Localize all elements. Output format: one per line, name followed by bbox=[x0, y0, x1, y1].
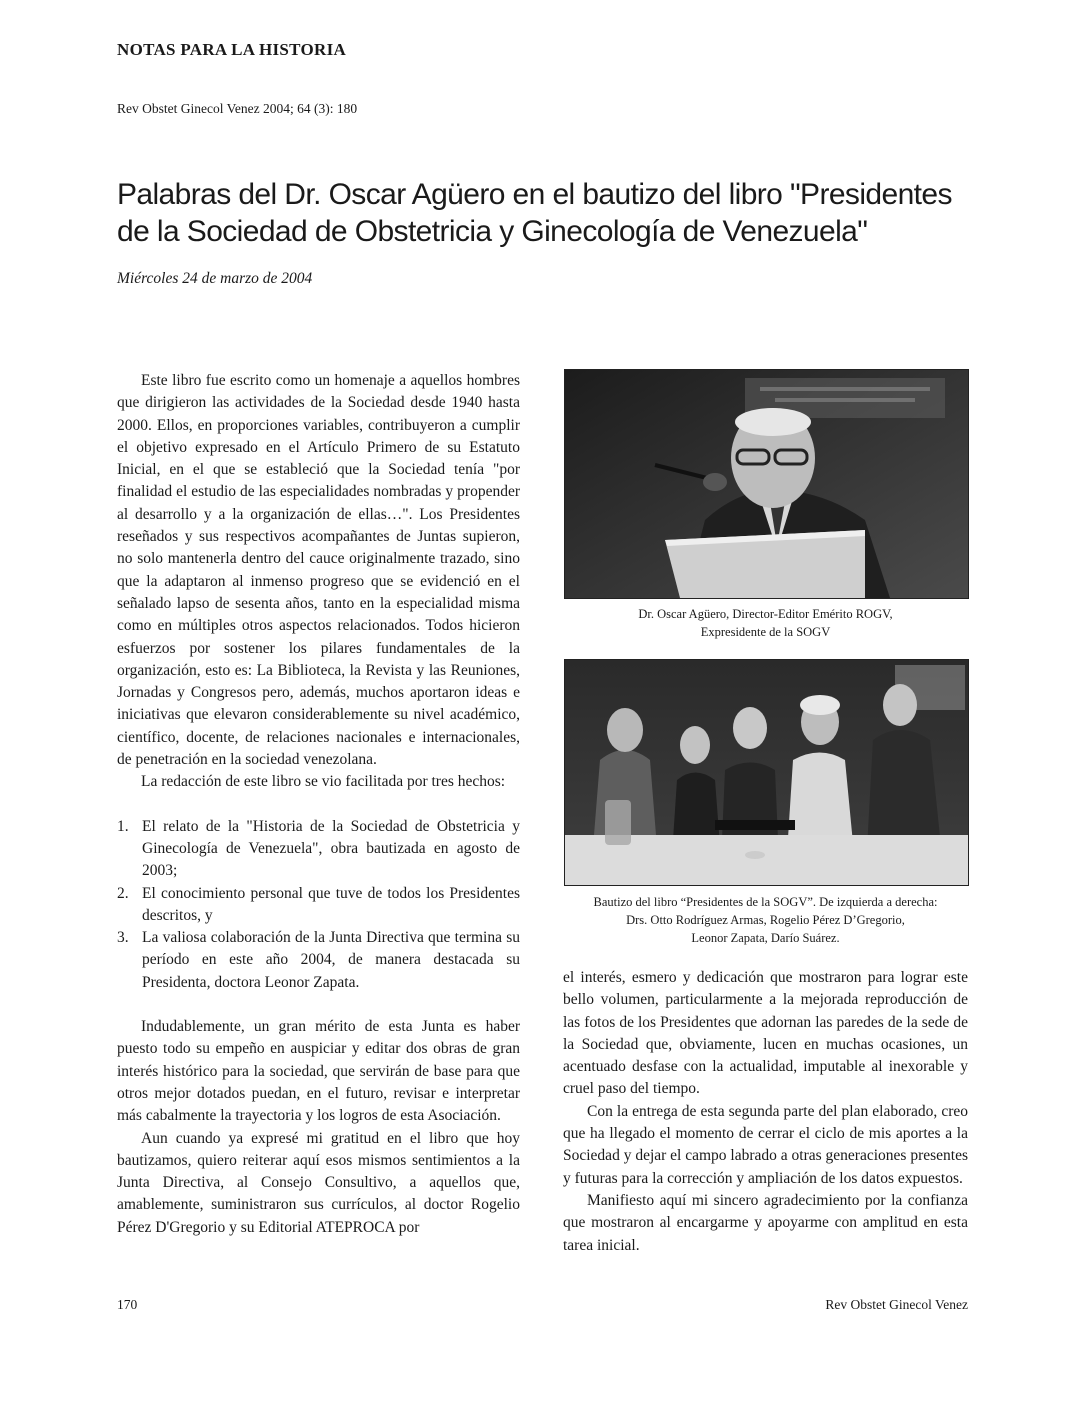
paragraph: Con la entrega de esta segunda parte del plan elaborado, creo que ha llegado el momento de cerrar el ciclo de mis aportes a la Sociedad y dejar el campo labrado a otras generaciones presentes y futuras para la corrección y ampliación de los datos expuestos. bbox=[563, 1102, 968, 1187]
article-title: Palabras del Dr. Oscar Agüero en el bautizo del libro "Presidentes de la Sociedad de Obstetricia y Ginecología de Venezuela" bbox=[117, 178, 952, 248]
paragraph: el interés, esmero y dedicación que mostraron para lograr este bello volumen, particularmente a la mejorada reproducción de las fotos de los Presidentes que adornan las paredes de la sede de la Sociedad que, obviamente, lucen en muchas ocasiones, un acentuado desfase con la actualidad, imputable al inexorable y cruel paso del tiempo. bbox=[563, 969, 968, 1098]
photo-caption bbox=[558, 893, 973, 947]
photo-caption bbox=[564, 605, 967, 641]
list-text: La valiosa colaboración de la Junta Directiva que termina su período en este año 2004, de manera destacada su Presidenta, doctora Leonor Zapata. bbox=[142, 929, 520, 991]
citation: Rev Obstet Ginecol Venez 2004; 64 (3): 180 bbox=[117, 101, 358, 116]
page-number: 170 bbox=[117, 1297, 138, 1312]
right-column bbox=[563, 967, 968, 1257]
list-item bbox=[117, 927, 520, 994]
facts-list bbox=[117, 816, 520, 994]
paragraph: Aun cuando ya expresé mi gratitud en el libro que hoy bautizamos, quiero reiterar aquí esos mismos sentimientos a la Junta Directiva, al Consejo Consultivo, a aquellos que, amablemente, suministraron sus currículos, al doctor Rogelio Pérez D'Gregorio y su Editorial ATEPROCA por bbox=[117, 1129, 520, 1236]
list-item bbox=[117, 883, 520, 928]
list-number: 1. bbox=[117, 817, 129, 835]
caption-line: Dr. Oscar Agüero, Director-Editor Emérito ROGV, bbox=[638, 607, 893, 621]
book-launch-photo-image bbox=[565, 660, 968, 885]
section-label: NOTAS PARA LA HISTORIA bbox=[117, 40, 347, 59]
speaker-photo-image bbox=[565, 370, 968, 598]
paragraph: La redacción de este libro se vio facilitada por tres hechos: bbox=[141, 773, 506, 791]
list-item bbox=[117, 816, 520, 883]
list-text: El conocimiento personal que tuve de todos los Presidentes descritos, y bbox=[142, 884, 520, 924]
footer-journal: Rev Obstet Ginecol Venez bbox=[825, 1297, 968, 1312]
caption-line: Leonor Zapata, Darío Suárez. bbox=[691, 931, 840, 945]
list-number: 3. bbox=[117, 929, 129, 947]
left-column bbox=[117, 370, 520, 1239]
photo-book-launch bbox=[564, 659, 969, 886]
caption-line: Drs. Otto Rodríguez Armas, Rogelio Pérez D’Gregorio, bbox=[626, 913, 905, 927]
list-text: El relato de la "Historia de la Sociedad de Obstetricia y Ginecología de Venezuela", obra bautizada en agosto de 2003; bbox=[142, 817, 520, 880]
paragraph: Manifiesto aquí mi sincero agradecimiento por la confianza que mostraron al encargarme y apoyarme con amplitud en esta tarea inicial. bbox=[563, 1191, 968, 1254]
list-number: 2. bbox=[117, 884, 129, 902]
paragraph: Indudablemente, un gran mérito de esta Junta es haber puesto todo su empeño en auspiciar y editar dos obras de gran interés histórico para la sociedad, que servirán de base para que otros mejor dotados puedan, en el futuro, revisar e interpretar más cabalmente la trayectoria y los logros de esta Asociación. bbox=[117, 1018, 520, 1125]
photo-speaker bbox=[564, 369, 969, 599]
caption-line: Bautizo del libro “Presidentes de la SOGV”. De izquierda a derecha: bbox=[593, 895, 938, 909]
caption-line: Expresidente de la SOGV bbox=[700, 625, 831, 639]
paragraph: Este libro fue escrito como un homenaje a aquellos hombres que dirigieron las actividades de la Sociedad desde 1940 hasta 2000. Ellos, en proporciones variables, contribuyeron a cumplir el objetivo expresado en el Artículo Primero de su Estatuto Inicial, en el que se estableció que la Sociedad tenía "por finalidad el estudio de las especialidades nombradas y propender al desarrollo y a la organización de ellas…". Los Presidentes reseñados y sus respectivos acompañantes de Juntas supieron, no solo mantenerla dentro del cauce originalmente trazado, sino que la adaptaron al inmenso progreso que se evidenció en el señalado lapso de sesenta años, tanto en la especialidad misma como en múltiples otros aspectos relacionados. Todos hicieron esfuerzos por sostener los pilares fundamentales de la organización, esto es: La Biblioteca, la Revista y las Reuniones, Jornadas y Congresos pero, además, muchos aportaron ideas e iniciativas que elevaron considerablemente su nivel académico, científico, docente, de relaciones nacionales e internacionales, de penetración en la sociedad venezolana. bbox=[117, 372, 520, 769]
article-date: Miércoles 24 de marzo de 2004 bbox=[117, 270, 313, 287]
